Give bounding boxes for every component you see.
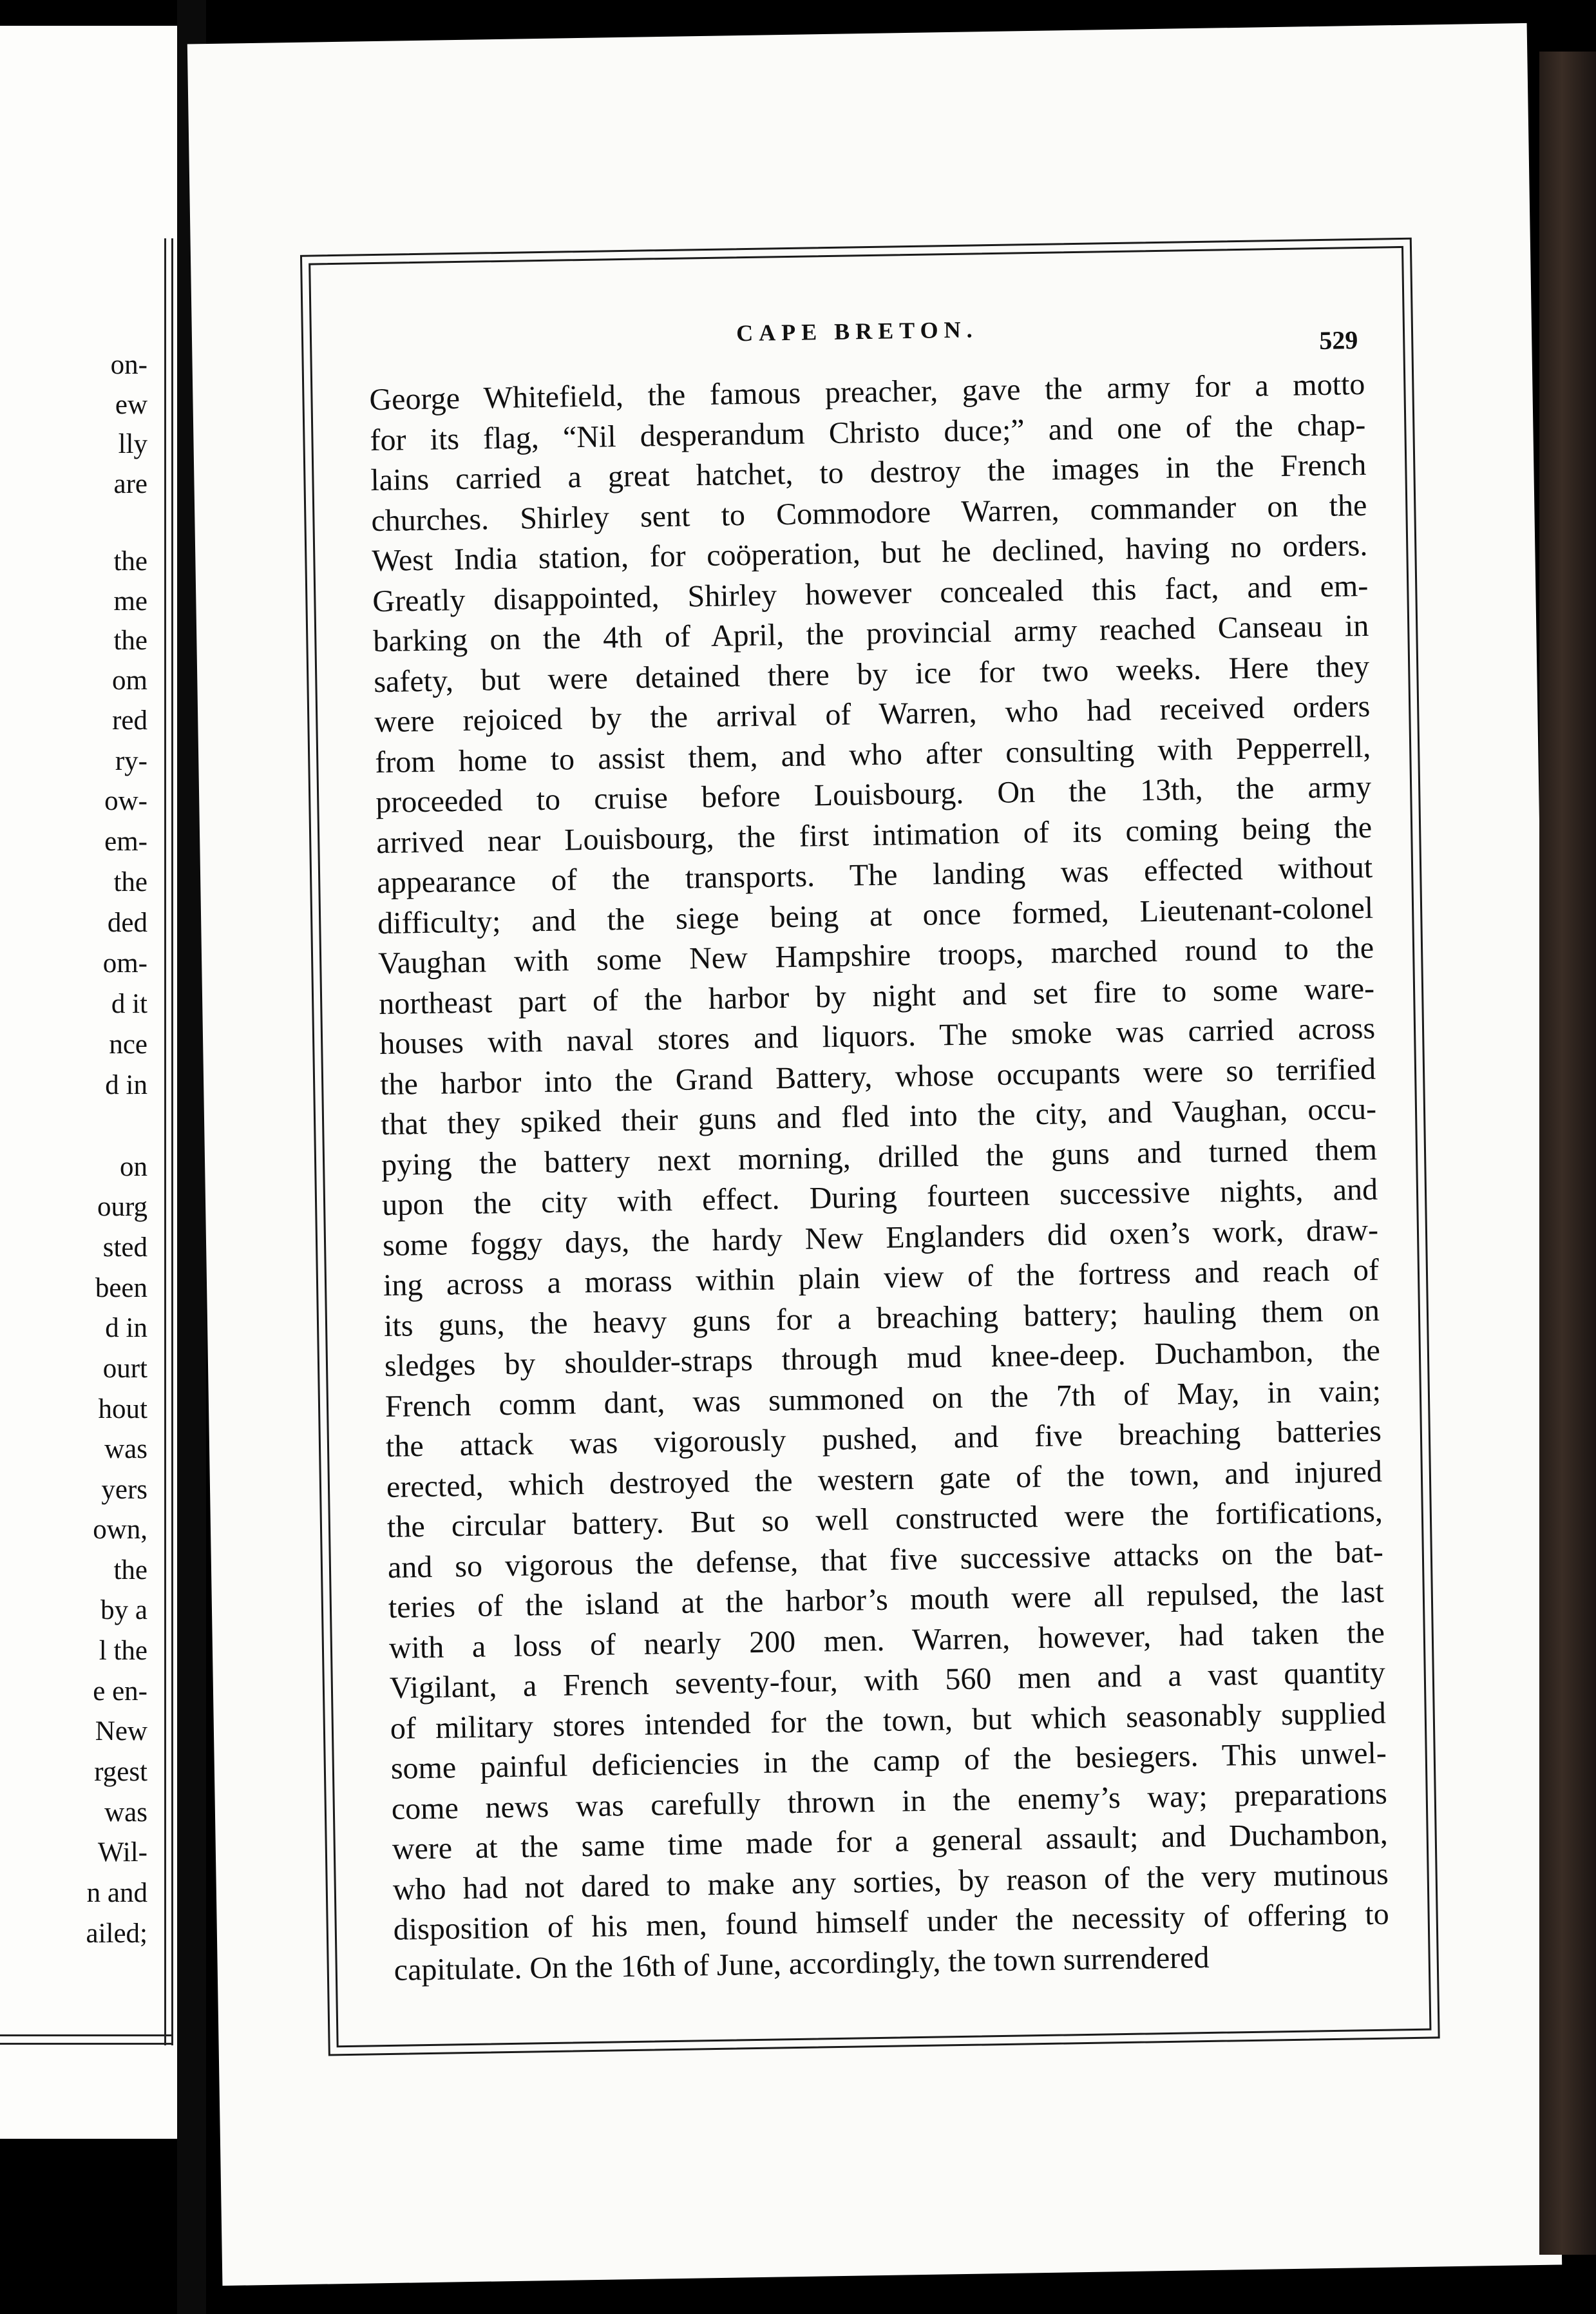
left-page-fragment: ry-	[115, 746, 147, 776]
running-head: CAPE BRETON.	[736, 316, 978, 347]
text-line: some painful deficiencies in the camp of the besiegers. This unwel-	[390, 1736, 1387, 1786]
text-line: French comm dant, was summoned on the 7th of May, in vain;	[385, 1373, 1382, 1424]
text-line: arrived near Louisbourg, the first intimation of its coming being the	[375, 810, 1373, 860]
left-page-fragment: ourg	[97, 1192, 147, 1222]
left-page-fragment: l the	[99, 1636, 147, 1666]
book-cover-edge	[1539, 52, 1596, 2255]
left-page-fragment: d it	[111, 989, 147, 1019]
left-page-fragment: the	[113, 867, 147, 897]
left-page-fragment: by a	[100, 1595, 147, 1625]
text-line: the harbor into the Grand Battery, whose occupants were so terrified	[379, 1051, 1376, 1102]
left-page-fragment: Wil-	[97, 1837, 147, 1868]
text-line: capitulate. On the 16th of June, accordingly, the town surrendered	[394, 1940, 1210, 1987]
text-line: Vaughan with some New Hampshire troops, marched round to the	[377, 930, 1374, 981]
text-line: Greatly disappointed, Shirley however concealed this fact, and em-	[372, 568, 1369, 618]
text-line: who had not dared to make any sorties, by reason of the very mutinous	[392, 1857, 1389, 1907]
text-line: were rejoiced by the arrival of Warren, who had received orders	[374, 689, 1371, 740]
text-line: come news was carefully thrown in the enemy’s way; preparations	[391, 1776, 1388, 1826]
text-line: from home to assist them, and who after consulting with Pepperrell,	[374, 729, 1371, 779]
text-line: and so vigorous the defense, that five successive attacks on the bat-	[387, 1535, 1384, 1585]
text-line: difficulty; and the siege being at once formed, Lieutenant-colonel	[377, 890, 1374, 941]
left-page-fragment: New	[95, 1716, 147, 1746]
left-page-fragment: d in	[105, 1313, 147, 1343]
text-line: churches. Shirley sent to Commodore Warren, commander on the	[371, 488, 1367, 538]
left-page-fragment: the	[113, 546, 147, 577]
left-page-fragment: em-	[104, 827, 147, 857]
left-page-fragment: on	[120, 1152, 147, 1182]
left-page-fragment: sted	[102, 1232, 147, 1263]
left-page-fragment: the	[113, 626, 147, 656]
left-page-fragment: was	[104, 1434, 147, 1464]
text-line: northeast part of the harbor by night and set fire to some ware-	[378, 971, 1375, 1021]
left-page-fragment: been	[95, 1273, 147, 1303]
left-page-fragment: nce	[109, 1029, 147, 1060]
left-page-fragment: was	[104, 1797, 147, 1828]
text-line: the circular battery. But so well constructed were the fortifications,	[386, 1494, 1383, 1544]
text-line: its guns, the heavy guns for a breaching battery; hauling them on	[383, 1293, 1380, 1343]
left-page-frame-bottom	[0, 2034, 173, 2045]
text-line: upon the city with effect. During fourteen successive nights, and	[381, 1172, 1378, 1223]
left-page-fragment: rgest	[94, 1757, 147, 1787]
left-page-fragment: yers	[101, 1475, 147, 1505]
left-page-fragment: ow-	[104, 786, 147, 816]
left-page-fragment: are	[113, 469, 147, 499]
text-line: West India station, for coöperation, but he declined, having no orders.	[372, 528, 1368, 578]
page-border-outer	[300, 238, 1440, 2056]
text-line: safety, but were detained there by ice for two weeks. Here they	[373, 649, 1370, 699]
text-line: some foggy days, the hardy New Englanders did oxen’s work, draw-	[382, 1212, 1379, 1263]
left-page-fragment: ourt	[102, 1353, 147, 1384]
text-line: lains carried a great hatchet, to destroy the images in the French	[370, 447, 1367, 498]
text-line: proceeded to cruise before Louisbourg. On the 13th, the army	[375, 769, 1372, 820]
left-page-fragment: hout	[98, 1394, 147, 1424]
left-page-fragment: own,	[93, 1515, 147, 1545]
text-line: were at the same time made for a general assault; and Duchambon,	[392, 1816, 1389, 1866]
text-line: George Whitefield, the famous preacher, gave the army for a motto	[369, 367, 1365, 417]
text-line: houses with naval stores and liquors. The smoke was carried across	[379, 1011, 1376, 1062]
body-text	[369, 365, 1390, 1991]
text-line: appearance of the transports. The landing was effected without	[376, 850, 1373, 901]
page-border-inner	[309, 246, 1431, 2047]
left-facing-page	[0, 26, 177, 2139]
text-line: that they spiked their guns and fled into the city, and Vaughan, occu-	[380, 1091, 1377, 1142]
left-page-fragment: om-	[102, 948, 147, 979]
text-line: erected, which destroyed the western gate of the town, and injured	[386, 1454, 1383, 1504]
left-page-frame-edge	[164, 238, 173, 2045]
text-line: with a loss of nearly 200 men. Warren, however, had taken the	[388, 1615, 1385, 1665]
left-page-fragment: e en-	[93, 1676, 147, 1707]
text-line: the attack was vigorously pushed, and five breaching batteries	[385, 1413, 1382, 1464]
text-line: sledges by shoulder-straps through mud knee-deep. Duchambon, the	[384, 1333, 1381, 1383]
text-line: ing across a morass within plain view of the fortress and reach of	[383, 1252, 1380, 1303]
text-line: disposition of his men, found himself under the necessity of offering to	[393, 1897, 1390, 1947]
page-number: 529	[1318, 325, 1358, 355]
text-line: for its flag, “Nil desperandum Christo duce;” and one of the chap-	[370, 407, 1366, 457]
left-page-fragment: ded	[107, 908, 147, 938]
left-page-fragment: ailed;	[86, 1918, 147, 1949]
main-page	[187, 23, 1562, 2286]
text-line: pying the battery next morning, drilled the guns and turned them	[381, 1132, 1378, 1182]
left-page-fragment: me	[113, 586, 147, 617]
left-page-fragment: on-	[110, 350, 147, 380]
text-line: Vigilant, a French seventy-four, with 560 men and a vast quantity	[389, 1655, 1386, 1705]
left-page-fragment: n and	[86, 1878, 147, 1908]
left-page-fragment: lly	[118, 429, 147, 459]
left-page-fragment: om	[112, 665, 147, 696]
text-line: teries of the island at the harbor’s mouth were all repulsed, the last	[388, 1574, 1385, 1625]
text-line: barking on the 4th of April, the provincial army reached Canseau in	[372, 608, 1369, 659]
left-page-fragment: red	[112, 705, 147, 736]
left-page-fragment: the	[113, 1555, 147, 1585]
left-page-fragment: d in	[105, 1070, 147, 1100]
left-page-fragment: ew	[115, 390, 147, 420]
text-line: of military stores intended for the town, but which seasonably supplied	[390, 1696, 1387, 1746]
